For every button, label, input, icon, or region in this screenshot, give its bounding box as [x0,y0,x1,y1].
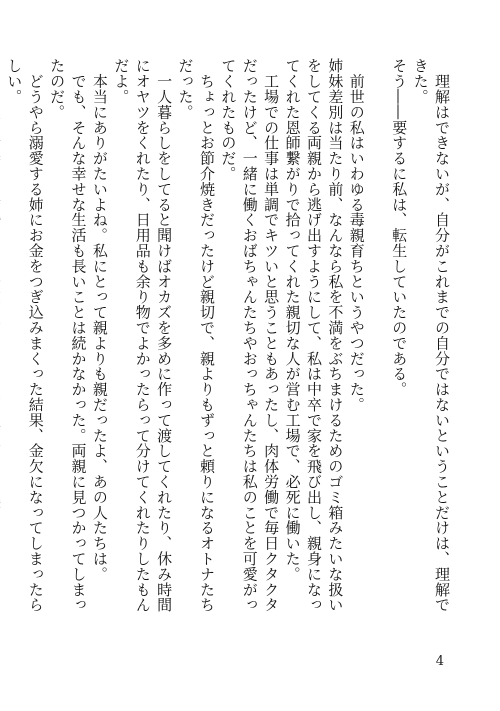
paragraph: でも、そんな幸せな生活も長いことは続かなかった。両親に見つかってしまったのだ。 [48,58,88,613]
paragraph: 工場での仕事は単調でキツいと思うこともあったし、肉体労働で毎日クタクタだったけど、一緒に働くおばちゃんたちやおっちゃんたちは私のことを可愛がってくれたものだ。 [219,58,281,613]
paragraph: 理解はできないが、自分がこれまでの自分ではないということだけは、理解できた。 [411,58,451,613]
paragraph: 前世の私はいわゆる毒親育ちというやつだった。 [347,58,366,413]
paragraph: そう――要するに私は、転生していたのである。 [390,58,409,397]
page-number: 4 [435,654,444,669]
paragraph: 本当にありがたいよね。私にとって親よりも親だったよ、あの人たちは。 [90,58,109,582]
paragraph: どうやら溺愛する姉にお金をつぎ込みまくった結果、金欠になってしまったらしい。 [5,58,45,613]
paragraph: ちょっとお節介焼きだったけど親切で、親よりもずっと頼りになるオトナたちだった。 [176,58,216,613]
paragraph [0,58,3,618]
paragraph: 一人暮らしをしてると聞けばオカズを多めに作って渡してくれたり、休み時間にオヤツをくれたり、日用品も余り物でよかったらって分けてくれたりしたもんだよ。 [112,58,174,613]
paragraph: 姉妹差別は当たり前、なんなら私を不満をぶちまけるためのゴミ箱みたいな扱いをしてくる両親から逃げ出すようにして、私は中卒で家を飛び出し、親身になってくれた恩師繋がりで拾ってくれた親切な人が営む工場で、必死に働いた。 [283,58,345,613]
vertical-text-body [0,58,452,618]
